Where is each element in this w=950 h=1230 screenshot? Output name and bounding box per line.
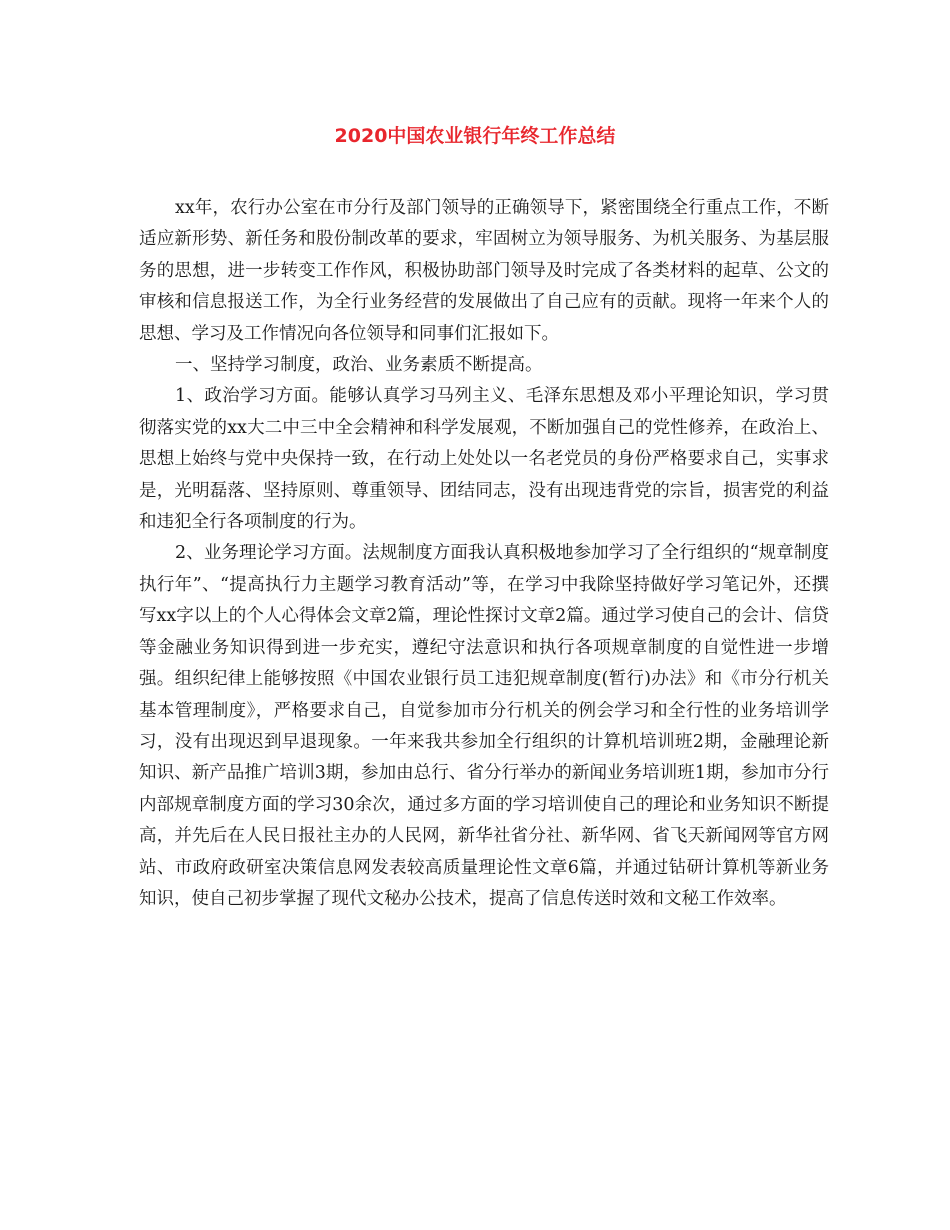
paragraph-business-study: 2、业务理论学习方面。法规制度方面我认真积极地参加学习了全行组织的“规章制度执行年”、“提高执行力主题学习教育活动”等，在学习中我除坚持做好学习笔记外，还撰写xx字以上的个人心得体会文章2篇，理论性探讨文章2篇。通过学习使自己的会计、信贷等金融业务知识得到进一步充实，遵纪守法意识和执行各项规章制度的自觉性进一步增强。组织纪律上能够按照《中国农业银行员工违犯规章制度(暂行)办法》和《市分行机关基本管理制度》，严格要求自己，自觉参加市分行机关的例会学习和全行性的业务培训学习，没有出现迟到早退现象。一年来我共参加全行组织的计算机培训班2期，金融理论新知识、新产品推广培训3期，参加由总行、省分行举办的新闻业务培训班1期，参加市分行内部规章制度方面的学习30余次，通过多方面的学习培训使自己的理论和业务知识不断提高，并先后在人民日报社主办的人民网，新华社省分社、新华网、省飞天新闻网等官方网站、市政府政研室决策信息网发表较高质量理论性文章6篇，并通过钻研计算机等新业务知识，使自己初步掌握了现代文秘办公技术，提高了信息传送时效和文秘工作效率。	[139, 543, 829, 909]
document-title: 2020中国农业银行年终工作总结	[334, 125, 616, 147]
section-heading-study: 一、坚持学习制度，政治、业务素质不断提高。	[175, 355, 543, 376]
paragraph-intro: xx年，农行办公室在市分行及部门领导的正确领导下，紧密围绕全行重点工作，不断适应新形势、新任务和股份制改革的要求，牢固树立为领导服务、为机关服务、为基层服务的思想，进一步转变工作作风，积极协助部门领导及时完成了各类材料的起草、公文的审核和信息报送工作，为全行业务经营的发展做出了自己应有的贡献。现将一年来个人的思想、学习及工作情况向各位领导和同事们汇报如下。	[139, 198, 829, 344]
paragraph-political-study: 1、政治学习方面。能够认真学习马列主义、毛泽东思想及邓小平理论知识，学习贯彻落实党的xx大二中三中全会精神和科学发展观，不断加强自己的党性修养，在政治上、思想上始终与党中央保持一致，在行动上处处以一名老党员的身份严格要求自己，实事求是，光明磊落、坚持原则、尊重领导、团结同志，没有出现违背党的宗旨，损害党的利益和违犯全行各项制度的行为。	[139, 386, 829, 533]
document-body	[139, 193, 829, 915]
